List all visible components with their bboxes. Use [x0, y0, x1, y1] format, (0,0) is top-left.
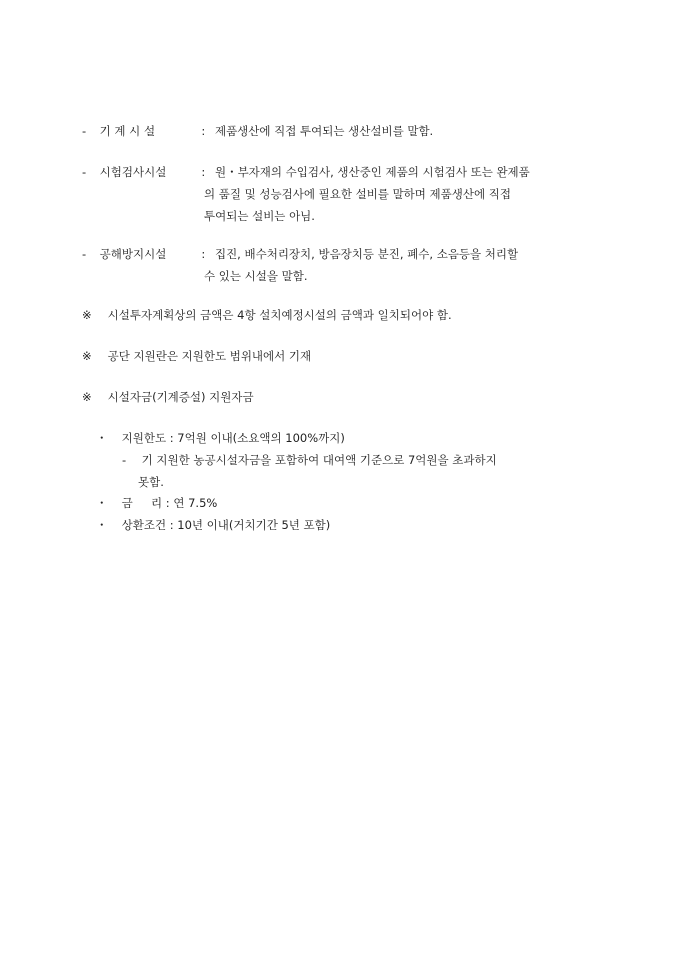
support-repay-item: [96, 514, 330, 536]
definition-text: 원・부자재의 수입검사, 생산중인 제품의 시험검사 또는 완제품: [214, 165, 530, 179]
note-agency-support: [82, 345, 311, 367]
dash-marker: -: [82, 124, 87, 138]
colon-separator: :: [201, 124, 206, 138]
definition-pollution: [82, 243, 518, 287]
definition-text-continued: 투여되는 설비는 아님.: [204, 209, 315, 223]
support-repay-text: 상환조건 : 10년 이내(거치기간 5년 포함): [121, 518, 331, 532]
support-rate-text: 금 리 : 연 7.5%: [121, 496, 218, 510]
note-text: 공단 지원란은 지원한도 범위내에서 기재: [107, 349, 312, 363]
support-limit-detail-text: 기 지원한 농공시설자금을 포함하여 대여액 기준으로 7억원을 초과하지: [141, 453, 497, 467]
definition-term: 기 계 시 설: [99, 124, 156, 138]
definition-term: 공해방지시설: [99, 247, 167, 261]
dash-marker: -: [82, 247, 87, 261]
definition-term: 시험검사시설: [99, 165, 167, 179]
note-text: 시설자금(기계증설) 지원자금: [107, 390, 254, 404]
definition-testing: [82, 161, 530, 227]
bullet-marker: ・: [96, 431, 108, 445]
colon-separator: :: [201, 247, 206, 261]
definition-text: 제품생산에 직접 투여되는 생산설비를 말함.: [214, 124, 434, 138]
definition-text-continued: 의 품질 및 성능검사에 필요한 설비를 말하며 제품생산에 직접: [204, 187, 511, 201]
dash-marker: -: [122, 453, 127, 467]
definition-machinery: [82, 120, 433, 142]
support-limit-text: 지원한도 : 7억원 이내(소요액의 100%까지): [121, 431, 345, 445]
note-facility-funds: [82, 386, 254, 408]
note-amount-match: [82, 304, 452, 326]
definition-text-continued: 수 있는 시설을 말함.: [204, 269, 308, 283]
note-text: 시설투자계획상의 금액은 4항 설치예정시설의 금액과 일치되어야 함.: [107, 308, 452, 322]
bullet-marker: ・: [96, 518, 108, 532]
support-limit-detail-continued: 못함.: [138, 475, 164, 489]
support-limit-detail: [122, 449, 497, 493]
colon-separator: :: [201, 165, 206, 179]
reference-mark: ※: [82, 390, 92, 404]
reference-mark: ※: [82, 308, 92, 322]
bullet-marker: ・: [96, 496, 108, 510]
reference-mark: ※: [82, 349, 92, 363]
dash-marker: -: [82, 165, 87, 179]
support-rate-item: [96, 492, 217, 514]
definition-text: 집진, 배수처리장치, 방음장치등 분진, 폐수, 소음등을 처리할: [214, 247, 519, 261]
support-limit-item: [96, 427, 345, 449]
